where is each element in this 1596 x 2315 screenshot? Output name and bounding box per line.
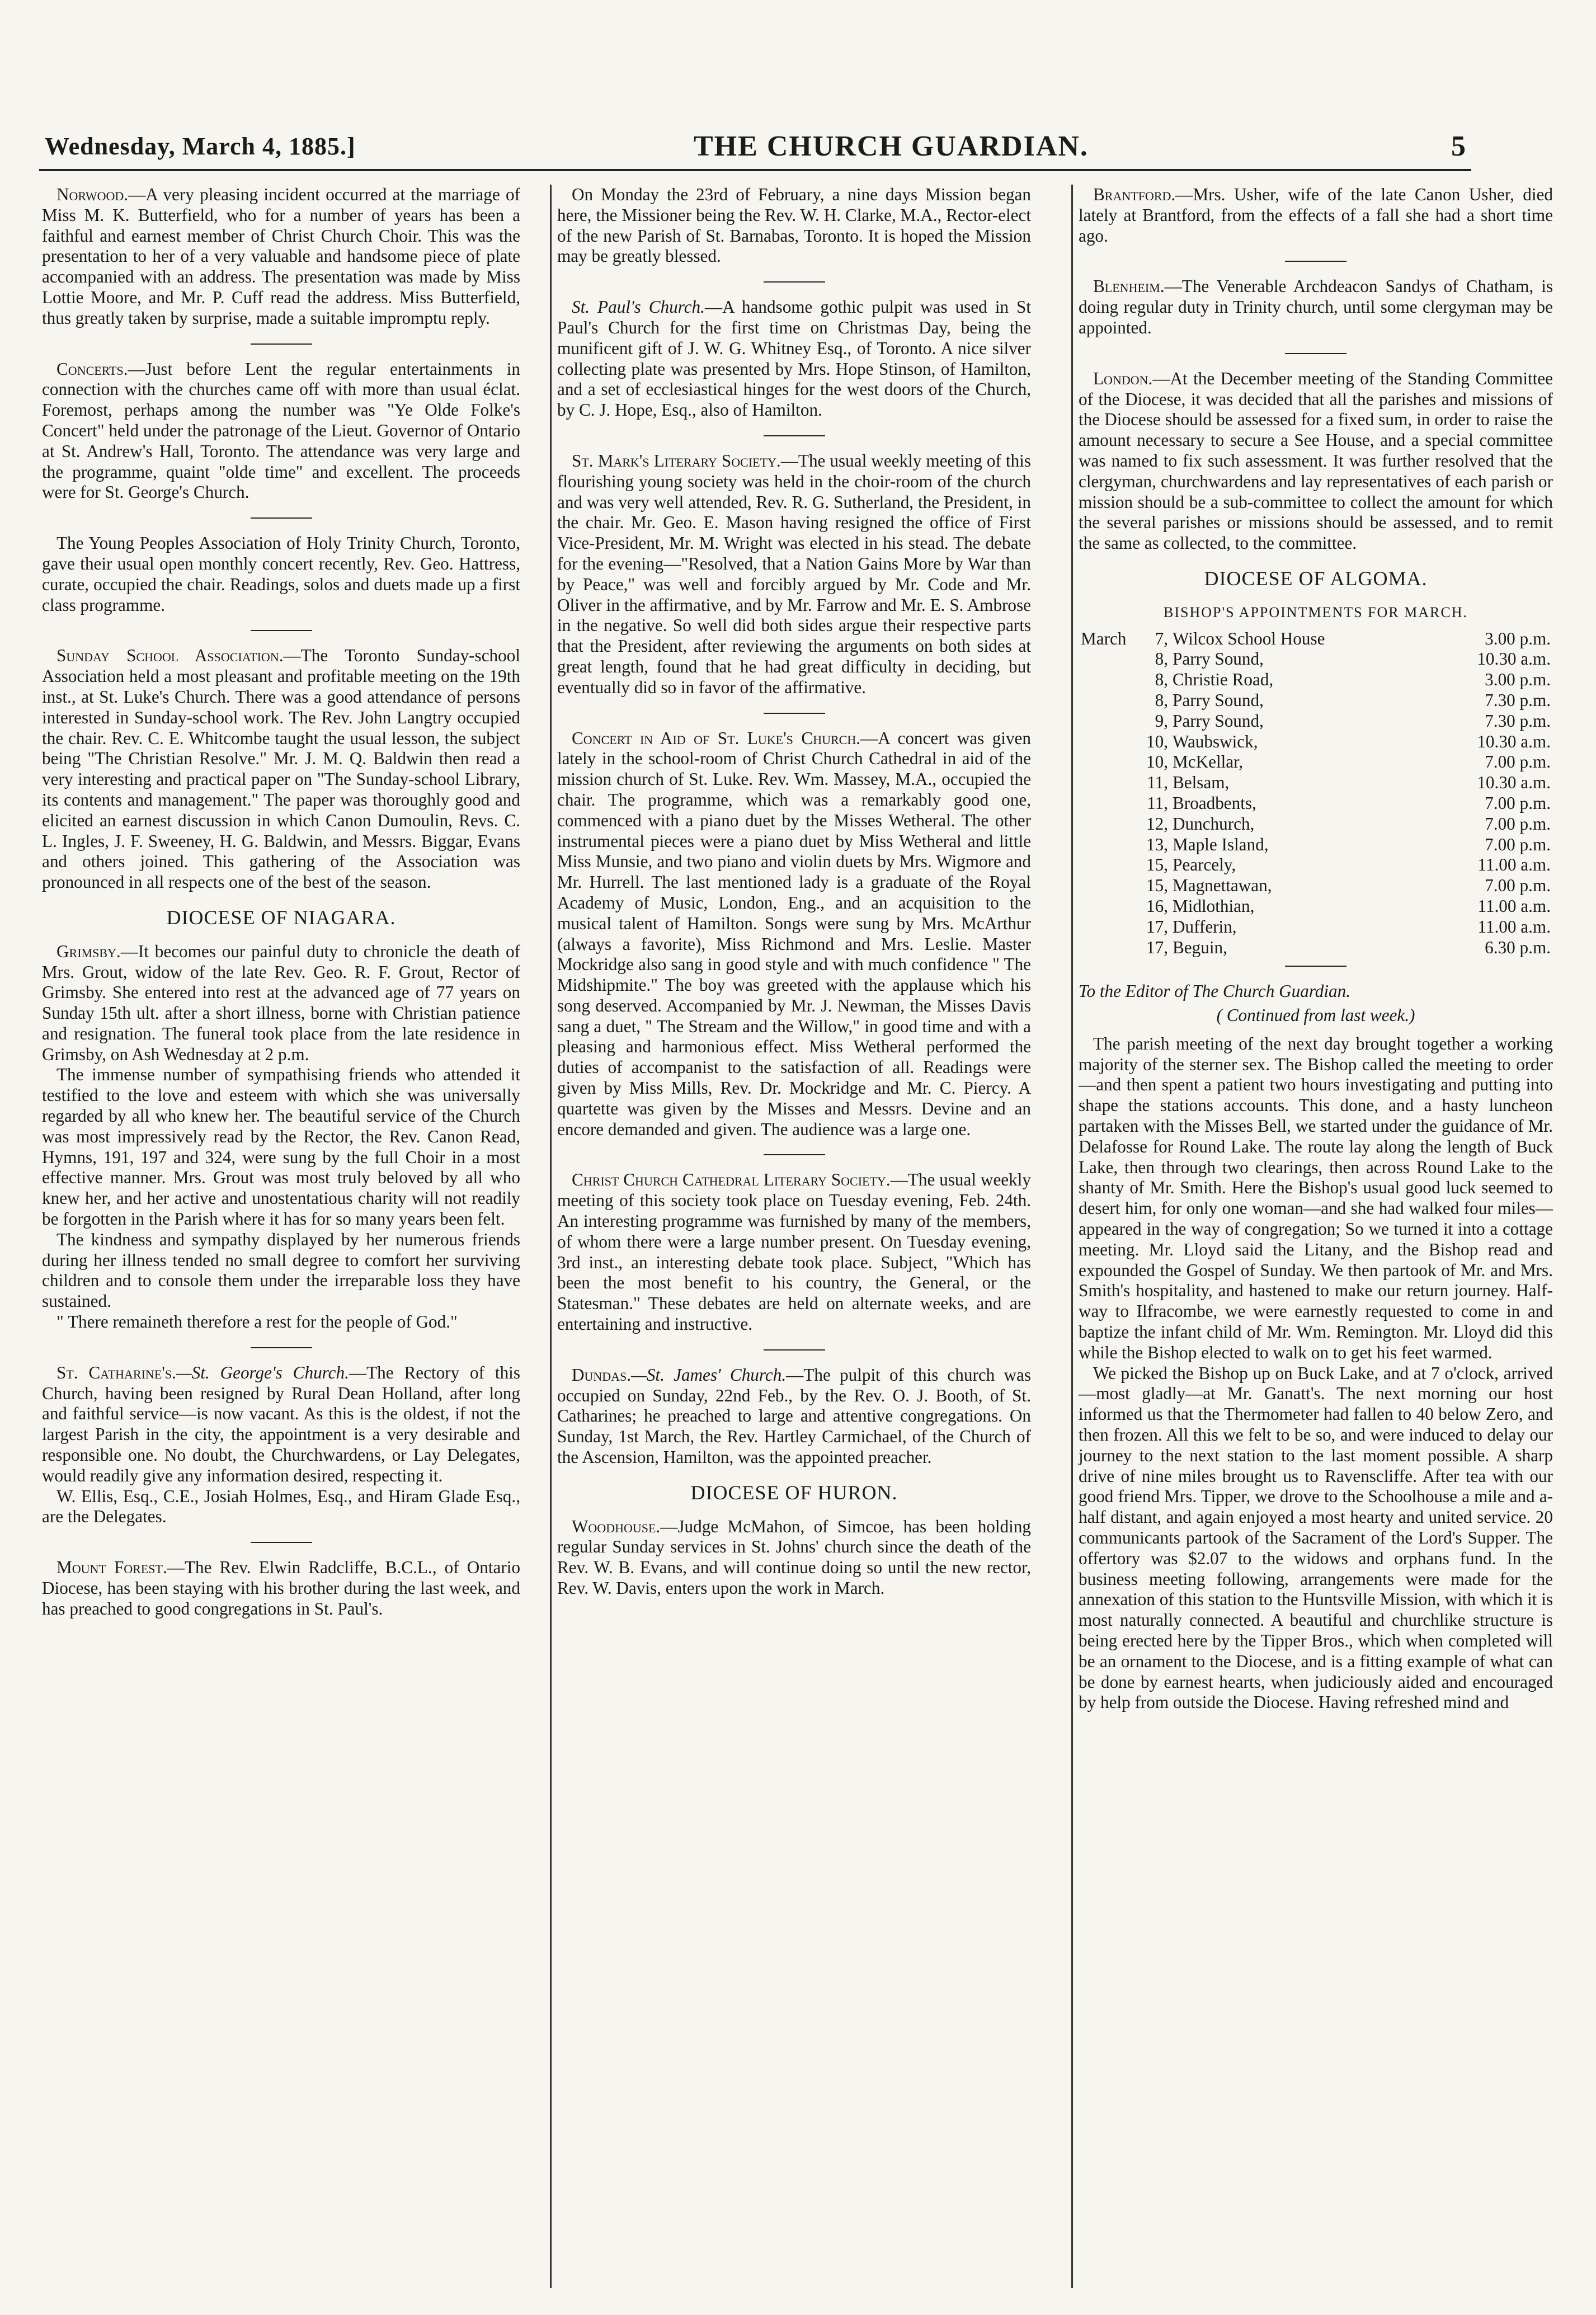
appointment-row <box>1079 896 1553 917</box>
appointment-place: Belsam, <box>1173 773 1230 793</box>
divider <box>764 435 825 436</box>
appointment-place: Midlothian, <box>1173 896 1255 916</box>
article-cathedral-society <box>557 1170 1031 1334</box>
appointment-place: Parry Sound, <box>1173 649 1264 669</box>
letter-paragraph-2: We picked the Bishop up on Buck Lake, and at 7 o'clock, arrived—most gladly—at Mr. Ganatt's. The next morning our host informed us that the Thermometer had fallen to 40 below Zero, and then frozen. All this we felt to be so, and were induced to delay our journey to the next station to the last moment possible. A sharp drive of nine miles brought us to Ravenscliffe. After tea with our good friend Mrs. Tipper, we drove to the Schoolhouse a mile and a-half distant, and again enjoyed a most hearty and united service. 20 communicants partook of the Sacrament of the Lord's Supper. The offertory was $2.07 to the widows and orphans fund. In the business meeting following, arrangements were made for the annexation of this station to the Huntsville Mission, with which it is most naturally connected. A beautiful and churchlike structure is being erected here by the Tipper Bros., which when completed will be an ornament to the Diocese, and is a fitting example of what can be done by earnest hearts, when judiciously aided and encouraged by help from outside the Diocese. Having refreshed mind and <box>1079 1363 1553 1712</box>
editor-heading: To the Editor of The Church Guardian. <box>1079 981 1351 1001</box>
article-head: Concerts. <box>57 359 128 379</box>
divider <box>764 281 825 283</box>
article-text: —A handsome gothic pulpit was used in St Paul's Church for the first time on Christmas Day, being the munificent gift of J. W. G. Whitney Esq., of Toronto. A nice silver collecting plate was presented by Mrs. Hope Stinson, of Hamilton, and a set of ecclesiastical hinges for the west doors of the Church, by C. J. Hope, Esq., also of Hamilton. <box>557 297 1031 420</box>
appointment-place: Dunchurch, <box>1173 813 1255 834</box>
article-subhead: —St. James' Church. <box>631 1364 787 1385</box>
article-grimsby <box>42 942 520 1065</box>
appointment-place: McKellar, <box>1173 752 1244 772</box>
article-grimsby-2: The immense number of sympathising friends who attended it testified to the love and esteem with which she was universally regarded by all who knew her. The beautiful service of the Church was most impressively read by the Rector, the Rev. Canon Read, Hymns, 191, 197 and 324, were sung by the full Choir in a most effective manner. Mrs. Grout was most truly beloved by all who knew her, and her active and unostentatious charity will not readily be forgotten in the Parish where it has for so many years been felt. <box>42 1065 520 1229</box>
article-st-pauls <box>557 297 1031 421</box>
article-concerts <box>42 359 520 504</box>
appointment-month: March <box>1081 628 1127 648</box>
article-grimsby-3: The kindness and sympathy displayed by her numerous friends during her illness tended no small degree to comfort her surviving children and to console them under the irreparable loss they have sustained. <box>42 1229 520 1311</box>
continued-note: ( Continued from last week.) <box>1216 1005 1415 1025</box>
divider <box>251 630 312 631</box>
appointment-month <box>1079 814 1139 835</box>
appointment-day: 13, <box>1146 834 1168 854</box>
appointment-month <box>1079 690 1139 711</box>
column-1 <box>42 185 520 2288</box>
article-norwood <box>42 185 520 329</box>
divider <box>764 1349 825 1351</box>
divider <box>1285 261 1347 262</box>
article-head: Grimsby. <box>57 941 121 961</box>
appointment-place: Pearcely, <box>1173 855 1236 875</box>
appointment-month <box>1079 938 1139 958</box>
appointment-day: 10, <box>1146 752 1168 772</box>
divider <box>251 344 312 345</box>
article-text: —The Venerable Archdeacon Sandys of Chatham, is doing regular duty in Trinity church, until some clergyman may be appointed. <box>1079 276 1553 337</box>
appointment-row <box>1079 835 1553 855</box>
article-subhead: —St. George's Church. <box>176 1362 349 1382</box>
divider <box>251 517 312 519</box>
divider <box>251 1542 312 1543</box>
appointment-time: 10.30 a.m. <box>1477 773 1551 793</box>
appointment-day: 15, <box>1146 876 1168 896</box>
appointment-row <box>1079 938 1553 958</box>
appointment-place: Magnettawan, <box>1173 876 1272 896</box>
article-concert-st-lukes <box>557 728 1031 1140</box>
appointment-place: Wilcox School House <box>1173 628 1325 648</box>
appointment-place: Maple Island, <box>1173 834 1269 854</box>
article-grimsby-4: " There remaineth therefore a rest for the people of God." <box>57 1312 458 1332</box>
divider <box>1285 966 1347 967</box>
article-mount-forest <box>42 1558 520 1619</box>
article-text: —The Rev. Elwin Radcliffe, B.C.L., of Ontario Diocese, has been staying with his brother during the last week, and has preached to good congregations in St. Paul's. <box>42 1558 520 1618</box>
appointment-day: 11, <box>1147 773 1168 793</box>
appointment-time: 7.30 p.m. <box>1485 690 1551 710</box>
appointment-time: 11.00 a.m. <box>1477 896 1551 916</box>
appointment-time: 10.30 a.m. <box>1477 649 1551 669</box>
section-title-niagara: DIOCESE OF NIAGARA. <box>166 906 396 929</box>
appointment-day: 12, <box>1146 813 1168 834</box>
article-st-marks <box>557 451 1031 698</box>
article-london <box>1079 369 1553 554</box>
appointment-place: Broadbents, <box>1173 793 1256 813</box>
appointment-day: 17, <box>1146 937 1168 957</box>
article-dundas <box>557 1365 1031 1468</box>
appointment-day: 10, <box>1146 731 1168 751</box>
appointment-time: 7.00 p.m. <box>1485 876 1551 896</box>
appointment-month <box>1079 732 1139 752</box>
appointment-time: 7.00 p.m. <box>1485 813 1551 834</box>
appointment-row <box>1079 649 1553 670</box>
appointment-day: 8, <box>1155 690 1168 710</box>
article-head: St. Mark's Literary Society. <box>572 450 781 470</box>
article-head: St. Catharine's. <box>57 1362 176 1382</box>
article-head: Blenheim. <box>1093 276 1165 297</box>
appointment-row <box>1079 711 1553 732</box>
article-text: —Just before Lent the regular entertainments in connection with the churches came off with more than usual éclat. Foremost, perhaps among the number was "Ye Olde Folke's Concert" held under the patronage of the Lieut. Governor of Ontario at St. Andrew's Hall, Toronto. The attendance was very large and the programme, quaint "olde time" and excellent. The proceeds were for St. George's Church. <box>42 359 520 502</box>
appointment-time: 11.00 a.m. <box>1477 855 1551 875</box>
appointment-time: 3.00 p.m. <box>1485 628 1551 648</box>
appointment-day: 8, <box>1155 670 1168 690</box>
appointment-row <box>1079 670 1553 690</box>
appointment-row <box>1079 793 1553 814</box>
appointment-row <box>1079 814 1553 835</box>
article-head: Christ Church Cathedral Literary Society. <box>572 1170 891 1190</box>
section-title-huron: DIOCESE OF HURON. <box>690 1481 898 1504</box>
article-blenheim <box>1079 276 1553 338</box>
appointment-day: 15, <box>1146 855 1168 875</box>
appointment-place: Beguin, <box>1173 937 1227 957</box>
appointments-table <box>1079 629 1553 958</box>
appointment-row <box>1079 773 1553 793</box>
article-young-peoples: The Young Peoples Association of Holy Trinity Church, Toronto, gave their usual open monthly concert recently, Rev. Geo. Hattress, curate, occupied the chair. Readings, solos and duets made up a first class programme. <box>42 533 520 615</box>
appointment-row <box>1079 690 1553 711</box>
appointment-row <box>1079 876 1553 896</box>
appointment-place: Waubswick, <box>1173 731 1258 751</box>
appointment-time: 7.00 p.m. <box>1485 834 1551 854</box>
appointment-day: 8, <box>1155 649 1168 669</box>
appointment-time: 7.00 p.m. <box>1485 752 1551 772</box>
article-text: —The Toronto Sunday-school Association held a most pleasant and profitable meeting on the 19th inst., at St. Luke's Church. There was a good attendance of persons interested in Sunday-school work. The Rev. John Langtry occupied the chair. Rev. C. E. Whitcombe taught the usual lesson, the subject being "The Christian Resolve." Mr. J. M. Q. Baldwin then read a very interesting and practical paper on "The Sunday-school Library, its contents and management." The paper was thoroughly good and elicited an earnest discussion in which Canon Dumoulin, Revs. C. L. Ingles, J. F. Sweeney, H. G. Baldwin, and Messrs. Biggar, Evans and others joined. This gathering of the Association was pronounced in all respects one of the best of the season. <box>42 646 520 892</box>
appointment-time: 7.00 p.m. <box>1485 793 1551 813</box>
issue-date: Wednesday, March 4, 1885.] <box>45 133 356 160</box>
article-text: —The pulpit of this church was occupied on Sunday, 22nd Feb., by the Rev. O. J. Booth, of St. Catharines; he preached to large and attentive congregations. On Sunday, 1st March, the Rev. Hartley Carmichael, of the Church of the Ascension, Hamilton, was the appointed preacher. <box>557 1364 1031 1467</box>
column-3 <box>1071 185 1553 2288</box>
appointment-time: 11.00 a.m. <box>1477 916 1551 937</box>
article-text: —The usual weekly meeting of this society took place on Tuesday evening, Feb. 24th. An interesting programme was furnished by many of the members, of whom there were a large number present. On Tuesday evening, 3rd inst., an interesting debate took place. Subject, "Which has been the most benefit to his country, the General, or the Statesman." These debates are held on alternate weeks, and are entertaining and instructive. <box>557 1170 1031 1334</box>
appointment-month <box>1079 793 1139 814</box>
article-head: London. <box>1093 368 1153 388</box>
appointment-place: Dufferin, <box>1173 916 1237 937</box>
divider <box>764 713 825 714</box>
divider <box>1285 353 1347 354</box>
article-head: St. Paul's Church. <box>572 297 705 317</box>
appointment-month <box>1079 917 1139 938</box>
divider <box>764 1154 825 1155</box>
appointment-day: 9, <box>1155 711 1168 731</box>
article-brantford <box>1079 185 1553 246</box>
article-head: Dundas. <box>572 1364 632 1385</box>
letter-paragraph-1: The parish meeting of the next day brought together a working majority of the sterner sex. The Bishop called the meeting to order—and then spent a patient two hours investigating and putting into shape the stations accounts. This done, and a hasty luncheon partaken with the Misses Bell, we started under the guidance of Mr. Delafosse for Round Lake. The route lay along the length of Buck Lake, then through two clearings, then across Round Lake to the shanty of Mr. Smith. Here the Bishop's usual good luck seemed to desert him, for only one woman—and she had walked four miles—appeared in the way of congregation; So we turned it into a cottage meeting. Mr. Lloyd said the Litany, and the Bishop read and expounded the Gospel of Sunday. We then partook of Mr. and Mrs. Smith's hospitality, and hastened to make our return journey. Half-way to Ilfracombe, we were earnestly requested to come in and baptize the infant child of Mr. Wm. Remington. Mr. Lloyd did this while the Bishop elected to walk on to get his feet warmed. <box>1079 1033 1553 1362</box>
appointment-day: 7, <box>1155 628 1168 648</box>
article-mission: On Monday the 23rd of February, a nine days Mission began here, the Missioner being the Rev. W. H. Clarke, M.A., Rector-elect of the new Parish of St. Barnabas, Toronto. It is hoped the Mission may be greatly blessed. <box>557 185 1031 266</box>
appointment-month <box>1079 835 1139 855</box>
appointment-place: Parry Sound, <box>1173 690 1264 710</box>
section-title-algoma: DIOCESE OF ALGOMA. <box>1204 567 1428 590</box>
article-st-catharines <box>42 1363 520 1486</box>
appointment-month <box>1079 670 1139 690</box>
article-text: —At the December meeting of the Standing Committee of the Diocese, it was decided that all the parishes and missions of the Diocese should be assessed for a fixed sum, in order to raise the amount necessary to secure a See House, and a special committee was named to fix such assessment. It was further resolved that the clergyman, churchwardens and lay representatives of each parish or mission should be a sub-committee to collect the amount for which the several parishes or missions should be assessed, and to remit the same as collected, to the committee. <box>1079 368 1553 553</box>
appointment-row <box>1079 629 1553 650</box>
page-number: 5 <box>1451 130 1466 162</box>
article-head: Brantford. <box>1093 185 1176 204</box>
divider <box>251 1347 312 1348</box>
article-text: —A concert was given lately in the school-room of Christ Church Cathedral in aid of the mission church of St. Luke. Rev. Wm. Massey, M.A., occupied the chair. The programme, which was a remarkably good one, commenced with a piano duet by the Misses Wetheral. The other instrumental pieces were a piano duet by Miss Wetheral and little Miss Munsie, and two piano and violin duets by Mrs. Wigmore and Mr. Hurrell. The last mentioned lady is a graduate of the Royal Academy of Music, London, Eng., and an acquisition to the musical talent of Hamilton. Songs were sung by Mrs. McArthur (always a favorite), Miss Richmond and Mrs. Leslie. Master Mockridge also sang in good style and with much confidence " The Midshipmite." The boy was greeted with the applause which his song deserved. Accompanied by Mr. J. Newman, the Misses Davis sang a duet, " The Stream and the Willow," in good time and with a pleasing and harmonious effect. Miss Wetheral performed the duties of accompanist to the satisfaction of all. Readings were given by Miss Mills, Rev. Dr. Mockridge and Mr. C. Piercy. A quartette was given by the Misses and Messrs. Devine and an encore demanded and given. The audience was a large one. <box>557 728 1031 1139</box>
article-head: Sunday School Association. <box>57 646 284 666</box>
appointment-time: 7.30 p.m. <box>1485 711 1551 731</box>
article-head: Mount Forest. <box>57 1558 167 1578</box>
appointment-month <box>1079 711 1139 732</box>
appointment-place: Christie Road, <box>1173 670 1274 690</box>
article-text: —It becomes our painful duty to chronicle the death of Mrs. Grout, widow of the late Rev. Geo. R. F. Grout, Rector of Grimsby. She entered into rest at the advanced age of 77 years on Sunday 15th ult. after a short illness, borne with Christian patience and resignation. The funeral took place from the late residence in Grimsby, on Ash Wednesday at 2 p.m. <box>42 941 520 1064</box>
appointment-month <box>1079 876 1139 896</box>
appointment-month <box>1079 896 1139 917</box>
article-woodhouse <box>557 1517 1031 1599</box>
column-2 <box>550 185 1031 2288</box>
appointment-row <box>1079 917 1553 938</box>
appointment-month <box>1079 855 1139 876</box>
appointment-time: 10.30 a.m. <box>1477 731 1551 751</box>
article-head: Concert in Aid of St. Luke's Church. <box>572 728 861 748</box>
appointment-month <box>1079 773 1139 793</box>
article-text: —A very pleasing incident occurred at the marriage of Miss M. K. Butterfield, who for a number of years has been a faithful and earnest member of Christ Church Choir. This was the presentation to her of a very valuable and handsome piece of plate accompanied with an address. The presentation was made by Miss Lottie Moore, and Mr. P. Cuff read the address. Miss Butterfield, thus greatly taken by surprise, made a suitable impromptu reply. <box>42 185 520 328</box>
appointment-day: 11, <box>1147 793 1168 813</box>
article-head: Norwood. <box>57 185 129 204</box>
appointment-place: Parry Sound, <box>1173 711 1264 731</box>
article-head: Woodhouse. <box>572 1516 661 1536</box>
article-text: —The Rectory of this Church, having been resigned by Rural Dean Holland, after long and faithful service—is now vacant. As this is the oldest, if not the largest Parish in the city, the appointment is a very desirable and responsible one. No doubt, the Churchwardens, or Lay Delegates, would readily give any information desired, respecting it. <box>42 1362 520 1485</box>
article-text: —Judge McMahon, of Simcoe, has been holding regular Sunday services in St. Johns' church since the death of the Rev. W. B. Evans, and will continue doing so until the new rector, Rev. W. Davis, enters upon the work in March. <box>557 1516 1031 1598</box>
appointment-row <box>1079 752 1553 773</box>
appointment-day: 16, <box>1146 896 1168 916</box>
article-st-catharines-2: W. Ellis, Esq., C.E., Josiah Holmes, Esq., and Hiram Glade Esq., are the Delegates. <box>42 1486 520 1527</box>
appointment-time: 3.00 p.m. <box>1485 670 1551 690</box>
article-text: —The usual weekly meeting of this flourishing young society was held in the choir-room of the church and was very well attended, Rev. R. G. Sutherland, the President, in the chair. Mr. Geo. E. Mason having resigned the office of First Vice-President, Mr. M. Wright was elected in his stead. The debate for the evening—"Resolved, that a Nation Gains More by War than by Peace," was well and forcibly argued by Mr. Code and Mr. Oliver in the affirmative, and by Mr. Farrow and Mr. E. S. Ambrose in the negative. So well did both sides argue their respective parts that the President, after reviewing the arguments on both sides at great length, found that he had great difficulty in deciding, but eventually did so in favor of the affirmative. <box>557 450 1031 697</box>
appointments-title: BISHOP'S APPOINTMENTS FOR MARCH. <box>1163 604 1468 620</box>
page-header <box>39 130 1471 171</box>
appointment-time: 6.30 p.m. <box>1485 937 1551 957</box>
appointment-month <box>1079 649 1139 670</box>
article-text: —Mrs. Usher, wife of the late Canon Usher, died lately at Brantford, from the effects of a fall she had a short time ago. <box>1079 185 1553 246</box>
article-sunday-school <box>42 646 520 893</box>
appointment-row <box>1079 732 1553 752</box>
appointment-row <box>1079 855 1553 876</box>
appointment-month <box>1079 752 1139 773</box>
newspaper-title: THE CHURCH GUARDIAN. <box>694 130 1089 162</box>
appointment-day: 17, <box>1146 916 1168 937</box>
